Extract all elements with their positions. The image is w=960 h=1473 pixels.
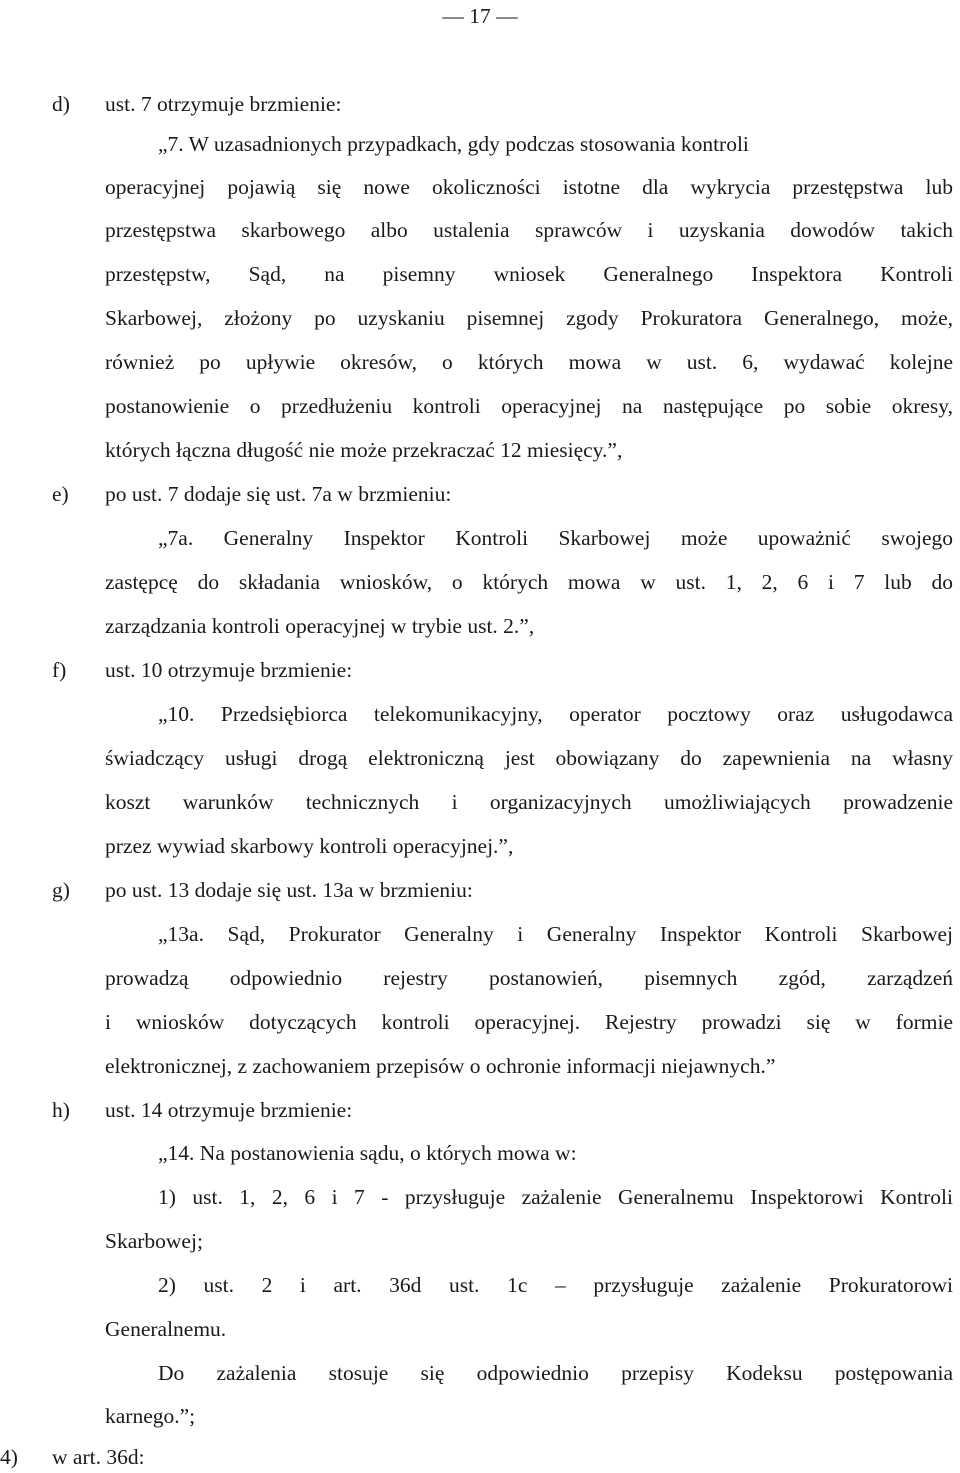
item-marker-d: d) [52,92,70,116]
item-intro-e: po ust. 7 dodaje się ust. 7a w brzmieniu: [105,482,452,506]
item-intro-f: ust. 10 otrzymuje brzmienie: [105,658,353,682]
item-d-line-5: Skarbowej, złożony po uzyskaniu pisemnej zgody Prokuratora Generalnego, może, [105,306,953,330]
item-d-line-3: przestępstwa skarbowego albo ustalenia sprawców i uzyskania dowodów takich [105,218,953,242]
item-f-line-2: świadczący usługi drogą elektroniczną jest obowiązany do zapewnienia na własny [105,746,953,770]
item-f-line-1: „10. Przedsiębiorca telekomunikacyjny, operator pocztowy oraz usługodawca [158,702,953,726]
item-d-line-6: również po upływie okresów, o których mowa w ust. 6, wydawać kolejne [105,350,953,374]
item-g-line-3: i wniosków dotyczących kontroli operacyjnej. Rejestry prowadzi się w formie [105,1010,953,1034]
item-h-line-3: Skarbowej; [105,1229,203,1253]
item-h-line-7: karnego.”; [105,1404,196,1428]
item-g-line-1: „13a. Sąd, Prokurator Generalny i Generalny Inspektor Kontroli Skarbowej [158,922,953,946]
item-e-line-1: „7a. Generalny Inspektor Kontroli Skarbowej może upoważnić swojego [158,526,953,550]
item-marker-h: h) [52,1098,70,1122]
item-e-line-3: zarządzania kontroli operacyjnej w trybie ust. 2.”, [105,614,535,638]
item-intro-h: ust. 14 otrzymuje brzmienie: [105,1098,353,1122]
page-number: — 17 — [442,4,518,28]
item-d-line-8: których łączna długość nie może przekraczać 12 miesięcy.”, [105,438,623,462]
item-h-line-6: Do zażalenia stosuje się odpowiednio przepisy Kodeksu postępowania [158,1361,953,1385]
item-intro-g: po ust. 13 dodaje się ust. 13a w brzmieniu: [105,878,473,902]
item-f-line-3: koszt warunków technicznych i organizacyjnych umożliwiających prowadzenie [105,790,953,814]
point-marker-4: 4) [0,1445,18,1469]
item-d-line-2: operacyjnej pojawią się nowe okoliczności istotne dla wykrycia przestępstwa lub [105,175,953,199]
item-marker-e: e) [52,482,69,506]
item-d-line-1 [158,128,953,160]
item-e-line-2: zastępcę do składania wniosków, o których mowa w ust. 1, 2, 6 i 7 lub do [105,570,953,594]
item-h-line-2: 1) ust. 1, 2, 6 i 7 - przysługuje zażalenie Generalnemu Inspektorowi Kontroli [158,1185,953,1209]
item-h-line-1: „14. Na postanowienia sądu, o których mowa w: [158,1141,577,1165]
item-h-line-4: 2) ust. 2 i art. 36d ust. 1c – przysługuje zażalenie Prokuratorowi [158,1273,953,1297]
item-h-line-5: Generalnemu. [105,1317,227,1341]
item-marker-g: g) [52,878,70,902]
item-d-line-4: przestępstw, Sąd, na pisemny wniosek Generalnego Inspektora Kontroli [105,262,953,286]
item-intro-d: ust. 7 otrzymuje brzmienie: [105,92,342,116]
item-g-line-4: elektronicznej, z zachowaniem przepisów o ochronie informacji niejawnych.” [105,1054,776,1078]
item-d-line-7: postanowienie o przedłużeniu kontroli operacyjnej na następujące po sobie okresy, [105,394,953,418]
item-f-line-4: przez wywiad skarbowy kontroli operacyjnej.”, [105,834,514,858]
item-d-line-1-text: „7. W uzasadnionych przypadkach, gdy podczas stosowania kontroli [158,132,749,156]
item-marker-f: f) [52,658,67,682]
item-g-line-2: prowadzą odpowiednio rejestry postanowień, pisemnych zgód, zarządzeń [105,966,953,990]
point-4-text: w art. 36d: [52,1445,145,1469]
